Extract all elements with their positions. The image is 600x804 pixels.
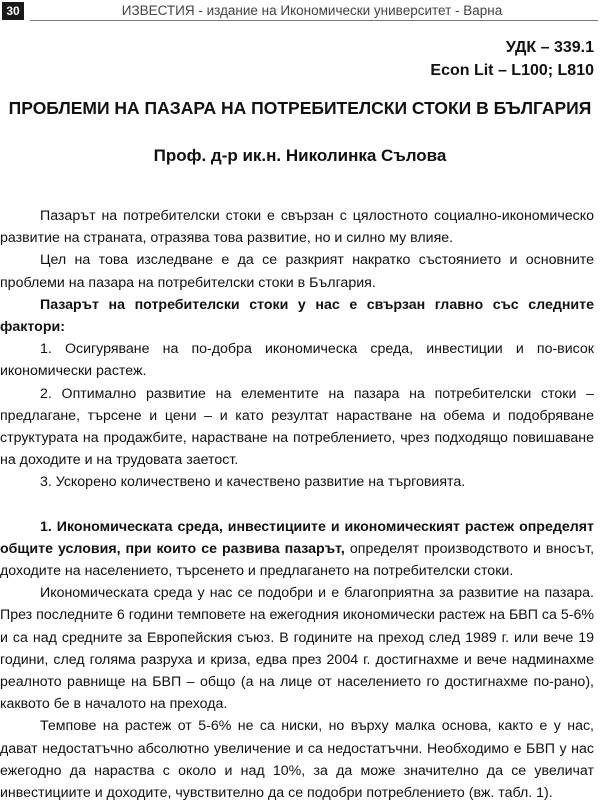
article-author: Проф. д-р ик.н. Николинка Сълова: [153, 146, 447, 165]
econlit-code: Econ Lit – L100; L810: [430, 62, 594, 79]
paragraph: Темпове на растеж от 5-6% не са ниски, но върху малка основа, както е у нас, дават недостатъчно абсолютно увеличение и са недостатъчни. Необходимо е БВП у нас ежегодно да нараства с около и над 10%, за да може значително да се увеличат инвестициите и доходите, чувствително да се подобри потреблението (вж. табл. 1).: [0, 718, 594, 802]
paragraph: 1. Осигуряване на по-добра икономическа среда, инвестиции и по-висок икономически растеж.: [0, 341, 594, 380]
running-title: ИЗВЕСТИЯ - издание на Икономически университет - Варна: [121, 3, 503, 18]
running-header: [0, 0, 600, 22]
bold-lead: 1. Икономическата среда, инвестициите и икономическият растеж определят общите условия, при които се развива пазарът,: [0, 518, 594, 557]
paragraph: Пазарът на потребителски стоки е свързан с цялостното социално-икономическо развитие на страната, отразява това развитие, но и силно му влияе.: [0, 208, 594, 247]
paragraph: 2. Оптимално развитие на елементите на пазара на потребителски стоки – предлагане, търсене и цени – и като резултат нарастване на обема и подобряване структурата на продажбите, нарастване на потреблението, чрез подходящо повишаване на доходите и на трудовата заетост.: [0, 385, 594, 469]
page-number: 30: [2, 2, 24, 20]
paragraph-text: определят производството и вносът, доходите на населението, търсенето и предлагането на потребителски стоки.: [0, 540, 595, 580]
classification-codes: [430, 36, 594, 82]
article-title: ПРОБЛЕМИ НА ПАЗАРА НА ПОТРЕБИТЕЛСКИ СТОКИ В БЪЛГАРИЯ: [8, 98, 592, 118]
paragraph: 3. Ускорено количествено и качествено развитие на търговията.: [40, 474, 466, 491]
article-body: [0, 205, 594, 804]
paragraph: [0, 516, 594, 583]
header-rule: [30, 20, 598, 21]
paragraph: Икономическата среда у нас се подобри и е благоприятна за развитие на пазара. През последните 6 години темповете на ежегодния икономически растеж на БВП са 5-6% и са над средните за Европейския съюз. В годините на преход след 1989 г. или вече 19 години, след голяма разруха и криза, едва през 2004 г. достигнахме и вече надминахме реалното равнище на БВП – общо (а на лице от населението го достигнахме по-рано), каквото бе в началото на прехода.: [0, 585, 594, 713]
bold-lead: Пазарът на потребителски стоки у нас е свързан главно със следните фактори:: [0, 296, 594, 336]
paragraph: Цел на това изследване е да се разкрият накратко състоянието и основните проблеми на пазара на потребителски стоки в България.: [0, 252, 594, 291]
udk-code: УДК – 339.1: [505, 39, 594, 56]
paragraph: [0, 294, 594, 338]
